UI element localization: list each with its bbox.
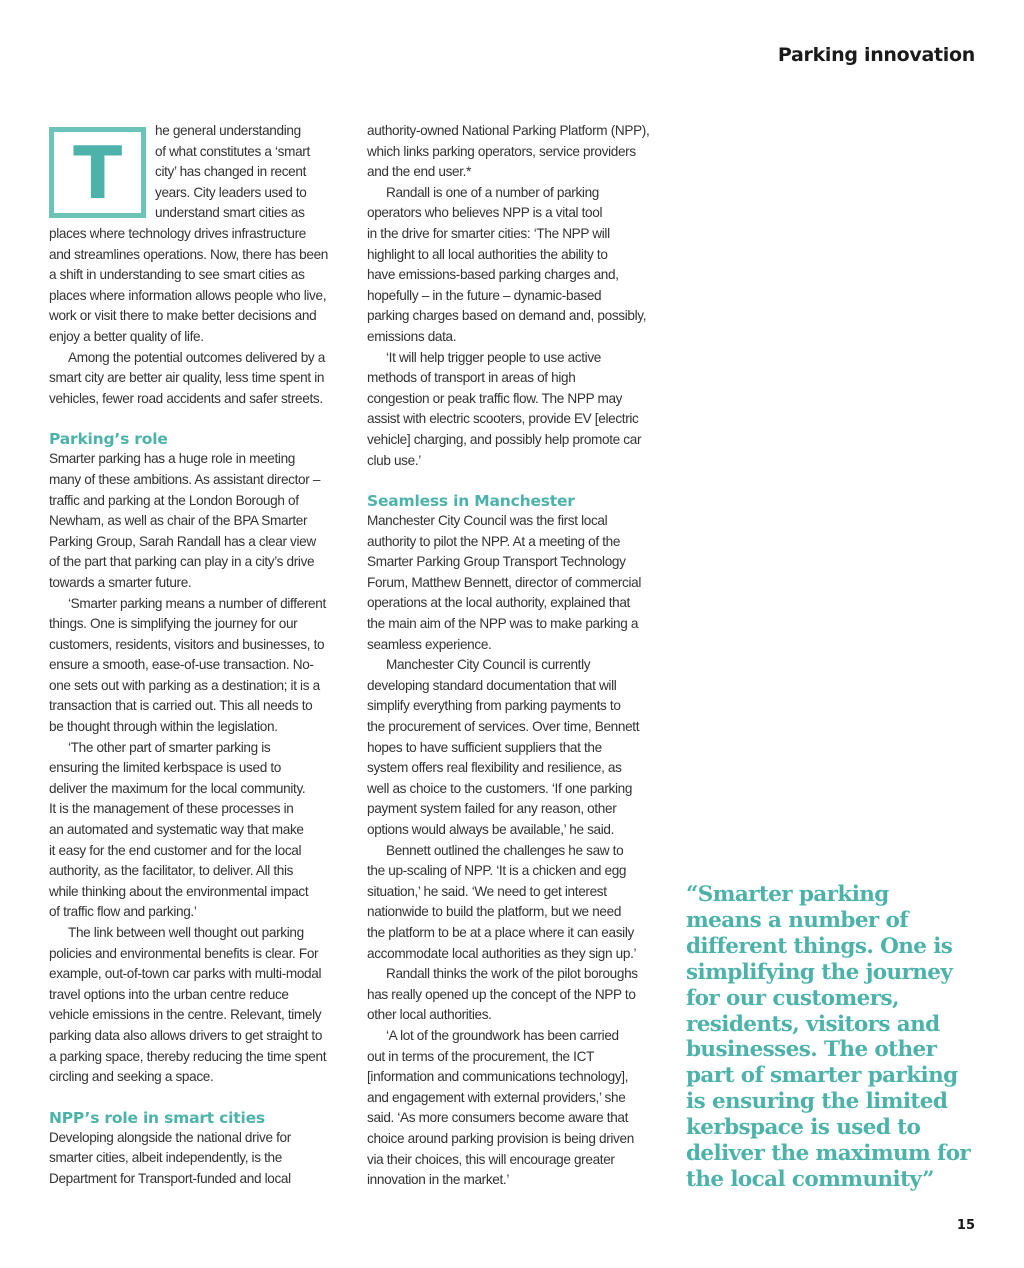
text-line: Forum, Matthew Bennett, director of commercial <box>367 574 642 590</box>
text-line: said. ‘As more consumers become aware that <box>367 1110 629 1126</box>
text-line: Randall thinks the work of the pilot boroughs <box>386 966 638 982</box>
text-line: well as choice to the customers. ‘If one parking <box>367 780 633 796</box>
text-line: parking charges based on demand and, possibly, <box>367 308 647 324</box>
text-line: emissions data. <box>367 328 457 344</box>
text-line: smart city are better air quality, less time spent in <box>49 370 325 386</box>
text-line: hopefully – in the future – dynamic-based <box>367 287 602 303</box>
text-line: work or visit there to make better decisions and <box>49 308 317 324</box>
pull-quote-line: deliver the maximum for <box>686 1141 971 1167</box>
text-line: Randall is one of a number of parking <box>386 184 599 200</box>
text-line: authority to pilot the NPP. At a meeting of the <box>367 533 621 549</box>
pull-quote-line: different things. One is <box>686 933 953 959</box>
text-line: out in terms of the procurement, the ICT <box>367 1048 595 1064</box>
intro-paragraph <box>49 121 345 224</box>
text-line: system offers real flexibility and resilience, as <box>367 760 622 776</box>
text-line: customers, residents, visitors and businesses, to <box>49 636 325 652</box>
text-line: via their choices, this will encourage greater <box>367 1151 615 1167</box>
pull-quote-line: is ensuring the limited <box>686 1089 948 1115</box>
text-line: enjoy a better quality of life. <box>49 328 204 344</box>
pull-quote <box>686 882 976 1193</box>
text-line: seamless experience. <box>367 636 492 652</box>
text-line: which links parking operators, service providers <box>367 143 636 159</box>
text-line: an automated and systematic way that make <box>49 822 304 838</box>
text-line: highlight to all local authorities the ability to <box>367 246 608 262</box>
text-line: hopes to have sufficient suppliers that the <box>367 739 602 755</box>
pull-quote-line: part of smarter parking <box>686 1063 958 1089</box>
text-line: vehicle] charging, and possibly help promote car <box>367 431 642 447</box>
text-line: operators who believes NPP is a vital tool <box>367 205 603 221</box>
text-line: Manchester City Council was the first local <box>367 513 608 529</box>
text-line: choice around parking provision is being driven <box>367 1130 634 1146</box>
text-line: Bennett outlined the challenges he saw to <box>386 842 624 858</box>
text-line: developing standard documentation that will <box>367 677 617 693</box>
text-line: a shift in understanding to see smart cities as <box>49 267 305 283</box>
text-line: of traffic flow and parking.’ <box>49 904 197 920</box>
text-line: options would always be available,’ he said. <box>367 822 615 837</box>
text-line: the platform to be at a place where it can easily <box>367 924 634 940</box>
column-2-body <box>367 121 663 1191</box>
text-line: he general understanding <box>155 123 301 138</box>
text-line: Developing alongside the national drive for <box>49 1129 291 1145</box>
text-line: things. One is simplifying the journey for our <box>49 616 298 632</box>
text-line: it easy for the end customer and for the local <box>49 842 302 858</box>
text-line: Smarter parking has a huge role in meeting <box>49 451 295 467</box>
text-line: The link between well thought out parking <box>68 925 304 940</box>
drop-cap-box <box>49 127 146 218</box>
text-line: other local authorities. <box>367 1007 492 1023</box>
text-line: of the part that parking can play in a city’s drive <box>49 554 315 570</box>
text-line: city’ has changed in recent <box>155 164 307 180</box>
pull-quote-line: “Smarter parking <box>686 882 889 907</box>
column-1-body <box>49 224 345 1190</box>
text-line: Smarter Parking Group Transport Technology <box>367 554 626 570</box>
text-line: assist with electric scooters, provide EV [electric <box>367 411 639 427</box>
text-line: payment system failed for any reason, other <box>367 801 617 817</box>
text-line: and streamlines operations. Now, there has been <box>49 246 329 262</box>
text-line: places where information allows people who live, <box>49 287 327 303</box>
text-line: travel options into the urban centre reduce <box>49 986 289 1002</box>
text-line: ‘A lot of the groundwork has been carried <box>386 1027 619 1043</box>
section-title: Parking innovation <box>777 44 975 66</box>
text-line: club use.’ <box>367 452 421 468</box>
section-heading: Seamless in Manchester <box>367 492 575 511</box>
text-line: transaction that is carried out. This all needs to <box>49 698 313 714</box>
text-line: while thinking about the environmental impact <box>49 883 309 899</box>
text-line: authority, as the facilitator, to deliver. All this <box>49 863 294 879</box>
section-heading: Parking’s role <box>49 430 168 449</box>
text-line: Newham, as well as chair of the BPA Smarter <box>49 513 308 529</box>
pull-quote-line: kerbspace is used to <box>686 1115 921 1141</box>
text-line: has really opened up the concept of the NPP to <box>367 986 636 1002</box>
pull-quote-line: for our customers, <box>686 985 899 1011</box>
text-line: [information and communications technology], <box>367 1069 629 1085</box>
text-line: many of these ambitions. As assistant director – <box>49 471 321 487</box>
text-line: the main aim of the NPP was to make parking a <box>367 616 639 632</box>
text-line: Parking Group, Sarah Randall has a clear view <box>49 533 316 549</box>
pull-quote-line: businesses. The other <box>686 1037 937 1063</box>
text-line: one sets out with parking as a destination; it is a <box>49 677 320 693</box>
text-line: places where technology drives infrastructure <box>49 226 307 241</box>
text-line: congestion or peak traffic flow. The NPP may <box>367 390 623 406</box>
article-column-2 <box>367 121 663 1191</box>
text-line: ‘The other part of smarter parking is <box>68 739 271 755</box>
text-line: and engagement with external providers,’ she <box>367 1089 626 1105</box>
text-line: operations at the local authority, explained that <box>367 595 630 611</box>
text-line: ‘It will help trigger people to use active <box>386 349 602 365</box>
text-line: situation,’ he said. ‘We need to get interest <box>367 883 607 899</box>
text-line: the procurement of services. Over time, Bennett <box>367 719 640 735</box>
text-line: innovation in the market.’ <box>367 1172 510 1188</box>
text-line: smarter cities, albeit independently, is the <box>49 1150 282 1166</box>
text-line: ensure a smooth, ease-of-use transaction. No- <box>49 657 314 673</box>
text-line: Department for Transport-funded and local <box>49 1170 291 1186</box>
article-column-1 <box>49 121 345 1190</box>
text-line: accommodate local authorities as they sign up.’ <box>367 945 637 961</box>
text-line: ensuring the limited kerbspace is used to <box>49 760 281 776</box>
drop-cap-text <box>155 121 310 224</box>
text-line: a parking space, thereby reducing the time spent <box>49 1048 327 1064</box>
text-line: vehicle emissions in the centre. Relevant, timely <box>49 1007 322 1023</box>
text-line: have emissions-based parking charges and, <box>367 267 619 283</box>
text-line: Among the potential outcomes delivered by a <box>68 349 325 365</box>
drop-cap-letter: T <box>73 131 122 215</box>
text-line: example, out-of-town car parks with multi-modal <box>49 966 322 982</box>
text-line: Manchester City Council is currently <box>386 657 591 673</box>
text-line: policies and environmental benefits is clear. For <box>49 945 319 961</box>
text-line: of what constitutes a ‘smart <box>155 143 310 159</box>
text-line: methods of transport in areas of high <box>367 370 576 386</box>
text-line: traffic and parking at the London Borough of <box>49 492 299 508</box>
text-line: understand smart cities as <box>155 205 305 221</box>
text-line: circling and seeking a space. <box>49 1069 214 1085</box>
text-line: ‘Smarter parking means a number of different <box>68 595 326 611</box>
text-line: be thought through within the legislation. <box>49 719 278 735</box>
text-line: and the end user.* <box>367 164 472 180</box>
text-line: It is the management of these processes in <box>49 801 294 817</box>
text-line: in the drive for smarter cities: ‘The NPP will <box>367 225 610 241</box>
pull-quote-line: the local community” <box>686 1166 934 1192</box>
text-line: the up-scaling of NPP. ‘It is a chicken and egg <box>367 863 627 879</box>
pull-quote-line: simplifying the journey <box>686 959 953 985</box>
text-line: nationwide to build the platform, but we need <box>367 904 622 920</box>
pull-quote-line: means a number of <box>686 907 908 933</box>
section-heading: NPP’s role in smart cities <box>49 1108 265 1127</box>
page-number: 15 <box>956 1218 975 1233</box>
pull-quote-line: residents, visitors and <box>686 1011 940 1037</box>
text-line: deliver the maximum for the local community. <box>49 780 306 796</box>
text-line: parking data also allows drivers to get straight to <box>49 1027 323 1043</box>
text-line: simplify everything from parking payments to <box>367 698 621 714</box>
text-line: towards a smarter future. <box>49 574 192 590</box>
text-line: vehicles, fewer road accidents and safer streets. <box>49 390 323 406</box>
text-line: years. City leaders used to <box>155 184 307 200</box>
text-line: authority-owned National Parking Platform (NPP), <box>367 123 650 138</box>
